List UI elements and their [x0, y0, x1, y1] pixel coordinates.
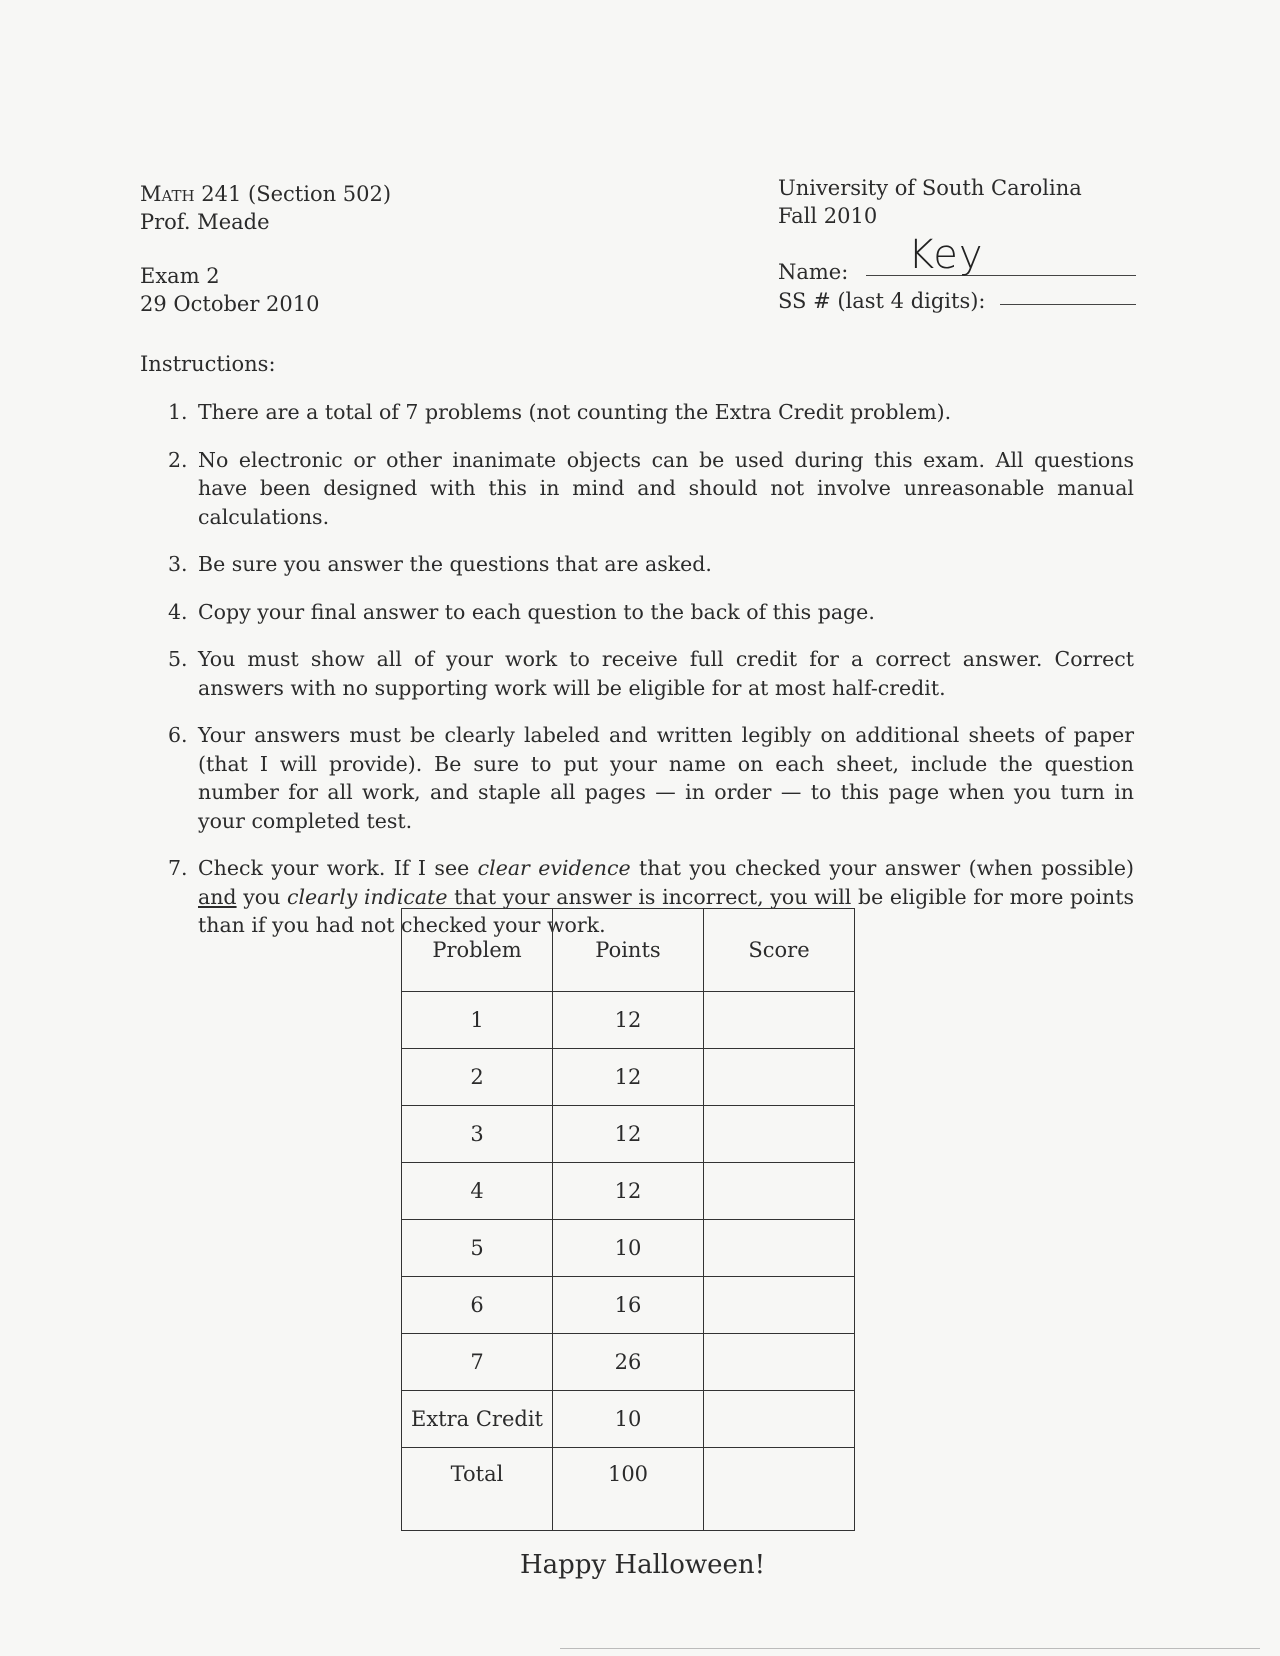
score-table-header: [402, 909, 855, 992]
professor-name: Prof. Meade: [140, 210, 270, 234]
score-cell[interactable]: [704, 1106, 855, 1163]
ss-field-line[interactable]: [1000, 304, 1136, 305]
score-cell[interactable]: [704, 992, 855, 1049]
score-cell[interactable]: [704, 1220, 855, 1277]
score-cell[interactable]: [704, 1334, 855, 1391]
instruction-item: 3. Be sure you answer the questions that are asked.: [168, 552, 712, 576]
problem-cell: 7: [402, 1334, 553, 1391]
score-cell[interactable]: [704, 1049, 855, 1106]
points-cell: 12: [553, 1049, 704, 1106]
problem-cell: 4: [402, 1163, 553, 1220]
table-row: [402, 1049, 855, 1106]
halloween-message: Happy Halloween!: [520, 1550, 766, 1580]
instructions-label: Instructions:: [140, 352, 276, 376]
table-row-total: [402, 1448, 855, 1531]
exam-date: 29 October 2010: [140, 292, 320, 316]
score-table: [401, 908, 855, 1531]
header-score: Score: [704, 909, 855, 992]
score-cell[interactable]: [704, 1277, 855, 1334]
course-section: 241 (Section 502): [194, 182, 392, 206]
total-label-cell: Total: [402, 1448, 553, 1531]
instruction-item: 6. Your answers must be clearly labeled and written legibly on additional sheets of paper (that I will provide). Be sure to put your name on each sheet, include the question number for all work, and staple all pages — in order — to this page when you turn in your completed test.: [168, 723, 1134, 833]
table-row: [402, 1334, 855, 1391]
points-cell: 26: [553, 1334, 704, 1391]
ss-label: SS # (last 4 digits):: [778, 289, 986, 313]
total-points-cell: 100: [553, 1448, 704, 1531]
table-row: [402, 992, 855, 1049]
score-cell[interactable]: [704, 1163, 855, 1220]
header-points: Points: [553, 909, 704, 992]
points-cell: 12: [553, 1163, 704, 1220]
total-score-cell[interactable]: [704, 1448, 855, 1531]
problem-cell: 6: [402, 1277, 553, 1334]
points-cell: 12: [553, 1106, 704, 1163]
problem-cell: 1: [402, 992, 553, 1049]
footer-divider: [560, 1648, 1260, 1649]
table-row: [402, 1220, 855, 1277]
problem-cell: 2: [402, 1049, 553, 1106]
problem-cell: 5: [402, 1220, 553, 1277]
table-row: [402, 1277, 855, 1334]
name-field-line[interactable]: [866, 275, 1136, 276]
instructions-list: [162, 398, 1134, 959]
instruction-item: 1. There are a total of 7 problems (not counting the Extra Credit problem).: [168, 400, 952, 424]
name-handwritten: Key: [908, 232, 984, 278]
header-problem: Problem: [402, 909, 553, 992]
score-cell[interactable]: [704, 1391, 855, 1448]
instruction-item: 2. No electronic or other inanimate objects can be used during this exam. All questions have been designed with this in mind and should not involve unreasonable manual calculations.: [168, 447, 1134, 529]
term: Fall 2010: [778, 204, 878, 228]
problem-cell: Extra Credit: [402, 1391, 553, 1448]
points-cell: 10: [553, 1220, 704, 1277]
course-prefix: Math: [140, 182, 195, 206]
university-name: University of South Carolina: [778, 176, 1082, 200]
problem-cell: 3: [402, 1106, 553, 1163]
table-row: [402, 1106, 855, 1163]
exam-title: Exam 2: [140, 264, 220, 288]
course-line: [140, 180, 391, 208]
instruction-item: 5. You must show all of your work to receive full credit for a correct answer. Correct answers with no supporting work will be eligible for at most half-credit.: [168, 647, 1134, 700]
instruction-item: 4. Copy your final answer to each question to the back of this page.: [168, 599, 875, 624]
points-cell: 10: [553, 1391, 704, 1448]
points-cell: 12: [553, 992, 704, 1049]
name-label: Name:: [778, 260, 849, 284]
instruction-item: 7. Check your work. If I see clear evidence that you checked your answer (when possible) and you clearly indicate that your answer is incorrect, you will be eligible for more points than if you had not checked your work.: [168, 856, 1134, 937]
points-cell: 16: [553, 1277, 704, 1334]
table-row: [402, 1391, 855, 1448]
table-row: [402, 1163, 855, 1220]
